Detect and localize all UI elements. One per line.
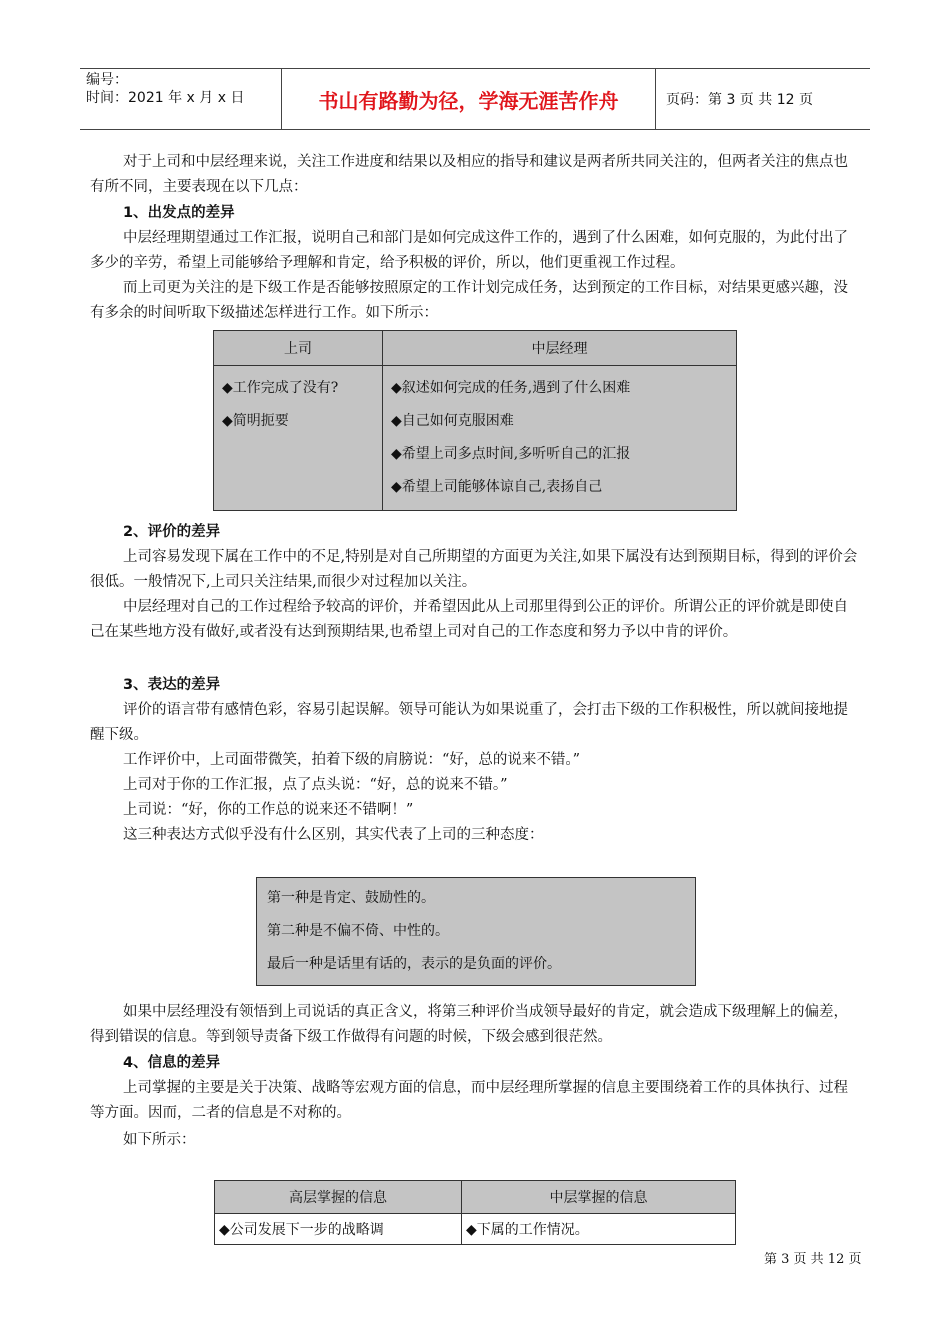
comparison-table-1 bbox=[213, 330, 737, 511]
table2-header-middle: 中层掌握的信息 bbox=[462, 1181, 736, 1214]
section2-paragraph-1: 上司容易发现下属在工作中的不足,特别是对自己所期望的方面更为关注,如果下属没有达到预期目标，得到的评价会很低。一般情况下,上司只关注结果,而很少对过程加以关注。 bbox=[90, 549, 858, 590]
table1-manager-item: ◆希望上司多点时间,多听听自己的汇报 bbox=[391, 446, 631, 462]
section3-paragraph-5: 这三种表达方式似乎没有什么区别，其实代表了上司的三种态度： bbox=[123, 827, 544, 843]
section3-paragraph-4: 上司说：“好，你的工作总的说来还不错啊！” bbox=[123, 802, 414, 818]
section1-heading: 1、出发点的差异 bbox=[123, 205, 235, 221]
section3-paragraph-6: 如果中层经理没有领悟到上司说话的真正含义，将第三种评价当成领导最好的肯定，就会造成下级理解上的偏差，得到错误的信息。等到领导责备下级工作做得有问题的时候，下级会感到很茫然。 bbox=[90, 1004, 848, 1045]
table1-header-manager: 中层经理 bbox=[383, 331, 737, 366]
attitude-item: 最后一种是话里有话的，表示的是负面的评价。 bbox=[267, 956, 561, 972]
attitude-item: 第二种是不偏不倚、中性的。 bbox=[267, 923, 449, 939]
document-number-label: 编号： bbox=[86, 72, 128, 88]
section2-paragraph-2: 中层经理对自己的工作过程给予较高的评价，并希望因此从上司那里得到公正的评价。所谓公正的评价就是即使自己在某些地方没有做好,或者没有达到预期结果,也希望上司对自己的工作态度和努力予以中肯的评价。 bbox=[90, 599, 848, 640]
header-page-number: 页码：第 3 页 共 12 页 bbox=[666, 92, 813, 108]
table1-manager-item: ◆叙述如何完成的任务,遇到了什么困难 bbox=[391, 380, 631, 396]
section2-heading: 2、评价的差异 bbox=[123, 524, 221, 540]
table1-header-boss: 上司 bbox=[214, 331, 383, 366]
table1-manager-item: ◆希望上司能够体谅自己,表扬自己 bbox=[391, 479, 603, 495]
header-meta bbox=[80, 69, 282, 129]
table1-boss-item: ◆简明扼要 bbox=[222, 413, 289, 429]
section4-paragraph-2: 如下所示： bbox=[123, 1132, 196, 1148]
table2-senior-cell: ◆公司发展下一步的战略调 bbox=[215, 1214, 462, 1245]
section4-paragraph-1: 上司掌握的主要是关于决策、战略等宏观方面的信息，而中层经理所掌握的信息主要围绕着工作的具体执行、过程等方面。因而，二者的信息是不对称的。 bbox=[90, 1080, 848, 1121]
table2-header-senior: 高层掌握的信息 bbox=[215, 1181, 462, 1214]
table1-boss-item: ◆工作完成了没有? bbox=[222, 380, 339, 396]
table1-manager-item: ◆自己如何克服困难 bbox=[391, 413, 514, 429]
table1-boss-cell bbox=[214, 366, 383, 511]
document-date-label: 时间：2021 年 x 月 x 日 bbox=[86, 90, 245, 106]
attitude-box-cell bbox=[257, 878, 696, 986]
section3-heading: 3、表达的差异 bbox=[123, 677, 221, 693]
header-motto: 书山有路勤为径，学海无涯苦作舟 bbox=[282, 69, 656, 129]
section3-paragraph-2: 工作评价中，上司面带微笑，拍着下级的肩膀说：“好，总的说来不错。” bbox=[123, 752, 581, 768]
table2-middle-cell: ◆下属的工作情况。 bbox=[462, 1214, 736, 1245]
section3-paragraph-1: 评价的语言带有感情色彩，容易引起误解。领导可能认为如果说重了，会打击下级的工作积极性，所以就间接地提醒下级。 bbox=[90, 702, 848, 743]
comparison-table-2 bbox=[214, 1180, 736, 1245]
intro-paragraph: 对于上司和中层经理来说，关注工作进度和结果以及相应的指导和建议是两者所共同关注的，但两者关注的焦点也有所不同，主要表现在以下几点： bbox=[90, 154, 848, 195]
section1-paragraph-2: 而上司更为关注的是下级工作是否能够按照原定的工作计划完成任务，达到预定的工作目标，对结果更感兴趣，没有多余的时间听取下级描述怎样进行工作。如下所示： bbox=[90, 280, 848, 321]
attitude-item: 第一种是肯定、鼓励性的。 bbox=[267, 890, 435, 906]
section4-heading: 4、信息的差异 bbox=[123, 1055, 221, 1071]
attitude-box bbox=[256, 877, 696, 986]
section1-paragraph-1: 中层经理期望通过工作汇报，说明自己和部门是如何完成这件工作的，遇到了什么困难，如何克服的，为此付出了多少的辛劳，希望上司能够给予理解和肯定，给予积极的评价，所以，他们更重视工作过程。 bbox=[90, 230, 848, 271]
section3-paragraph-3: 上司对于你的工作汇报，点了点头说：“好，总的说来不错。” bbox=[123, 777, 508, 793]
page-footer: 第 3 页 共 12 页 bbox=[764, 1252, 862, 1267]
table1-manager-cell bbox=[383, 366, 737, 511]
page-header bbox=[80, 68, 870, 130]
